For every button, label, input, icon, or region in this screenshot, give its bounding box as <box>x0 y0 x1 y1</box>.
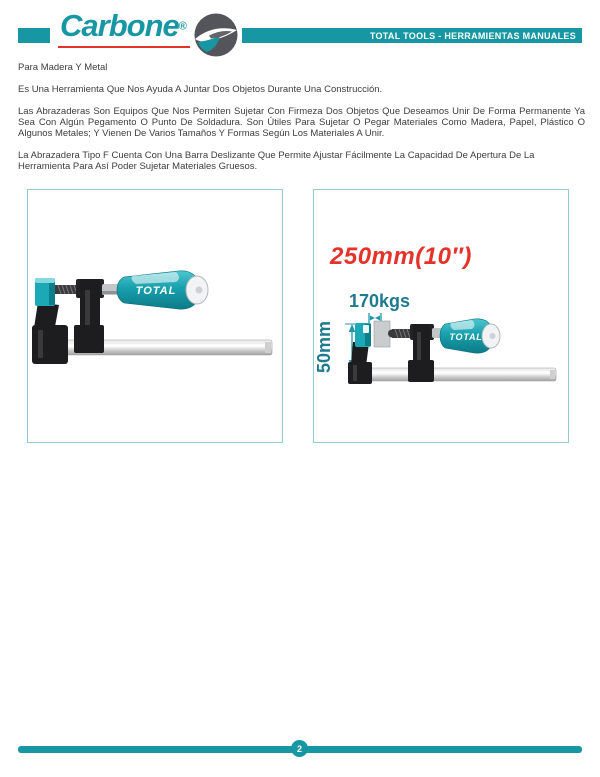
f-clamp-drawing <box>348 319 556 384</box>
paragraph-subtitle: Para Madera Y Metal <box>18 62 108 73</box>
brand-underline <box>58 9 190 48</box>
registered-mark: ® <box>178 20 187 33</box>
force-label: 170kgs <box>349 291 411 311</box>
f-clamp-dimension-illustration <box>314 190 568 444</box>
handle-brand-label: TOTAL <box>449 332 483 342</box>
size-label: 250mm(10″) <box>330 243 472 270</box>
handle-brand-label: TOTAL <box>135 285 177 297</box>
f-clamp-illustration <box>32 270 276 370</box>
depth-label: 50mm <box>314 320 334 374</box>
paragraph-description: Las Abrazaderas Son Equipos Que Nos Permiten Sujetar Con Firmeza Dos Objetos Que Deseamos Unir De Forma Permanente Ya Sea Con Algún Pegamento O Punto De Soldadura. Son Útiles Para Sujetar O Pegar Materiales Como Madera, Papel, Plástico O Algunos Metales; Y Vienen De Varios Tamaños Y Formas Según Los Materiales A Unir. <box>18 106 585 139</box>
brand-name: Carbone <box>60 8 179 43</box>
body-text <box>18 62 585 183</box>
figure-right <box>313 189 569 443</box>
carbone-logo-icon <box>192 11 240 59</box>
figure-row <box>27 189 569 443</box>
figure-left <box>27 189 283 443</box>
paragraph-feature: La Abrazadera Tipo F Cuenta Con Una Barra Deslizante Que Permite Ajustar Fácilmente La Capacidad De Apertura De La Herramienta Para Así Poder Sujetar Materiales Gruesos. <box>18 150 535 172</box>
page-number-badge: 2 <box>291 740 308 757</box>
header-banner-text: TOTAL TOOLS - HERRAMIENTAS MANUALES <box>369 31 576 41</box>
paragraph-intro: Es Una Herramienta Que Nos Ayuda A Juntar Dos Objetos Durante Una Construcción. <box>18 84 383 95</box>
